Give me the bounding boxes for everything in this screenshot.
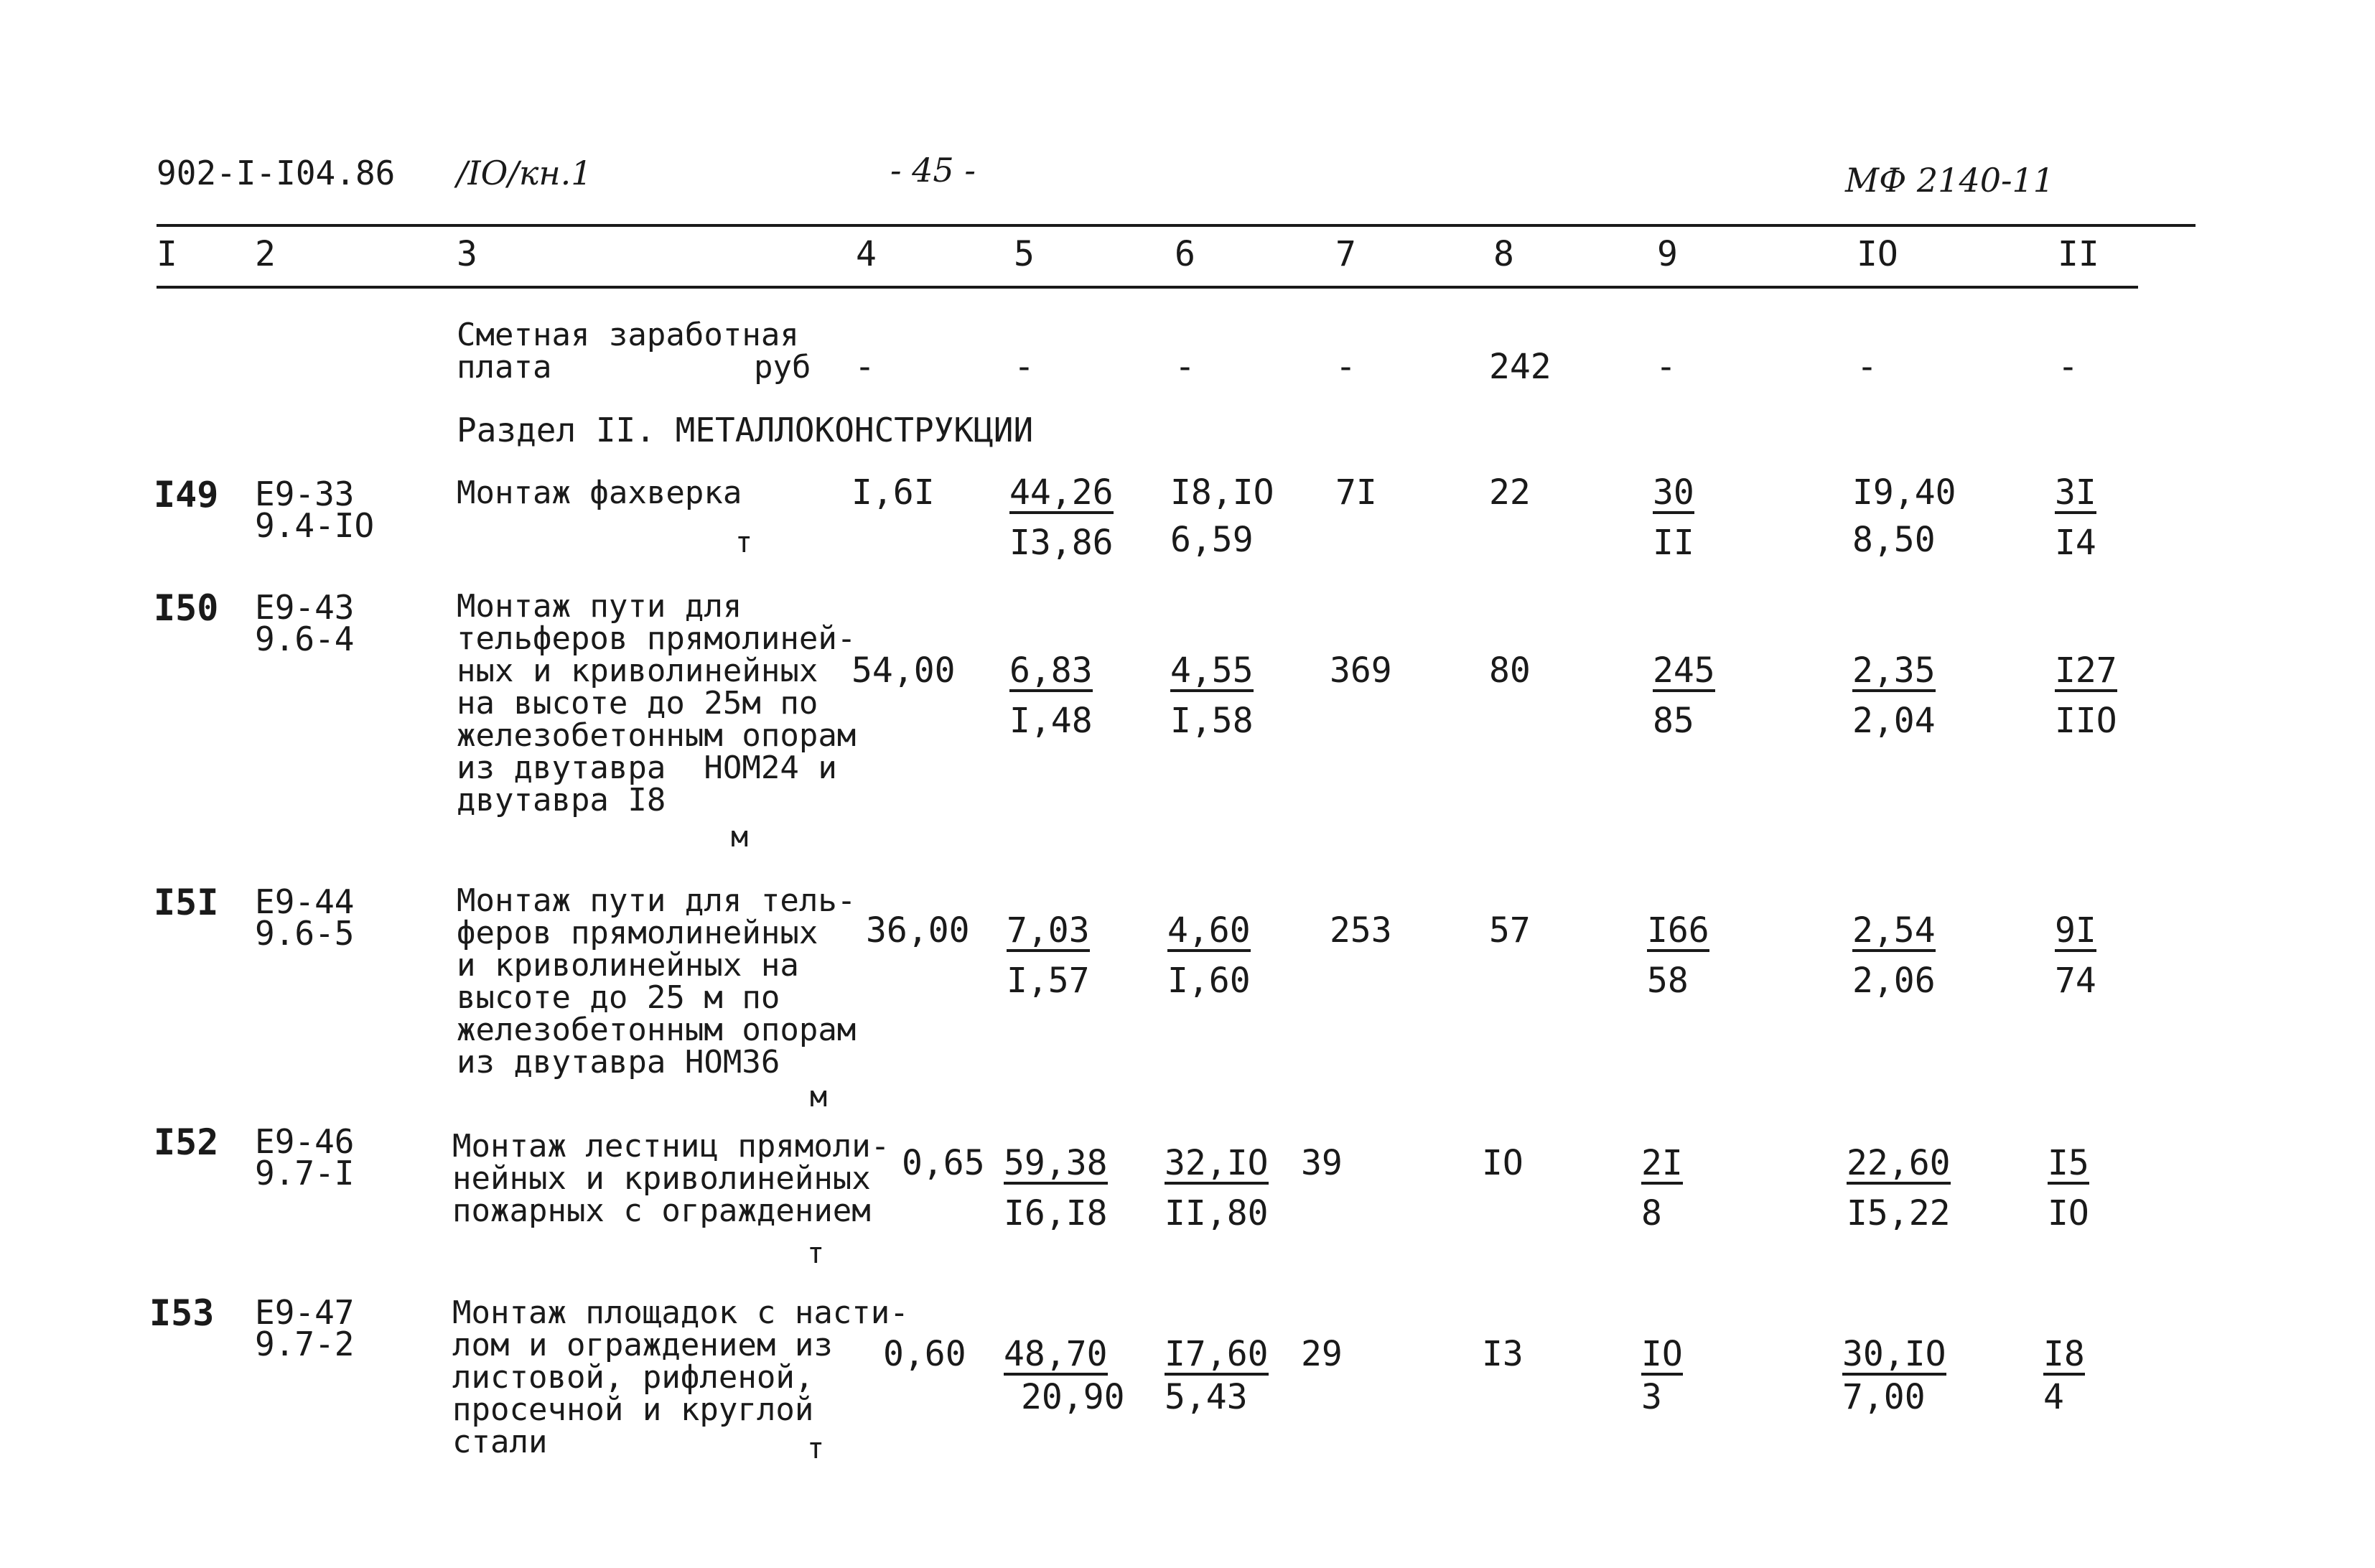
norm-code: Е9-43 bbox=[255, 588, 355, 627]
norm-subcode: 9.7-I bbox=[255, 1154, 355, 1193]
work-description: Монтаж фахверка bbox=[457, 475, 742, 511]
wage-unit: руб bbox=[754, 349, 811, 386]
stamp-number: МФ 2140-11 bbox=[1845, 161, 2055, 200]
value-bottom: I4 bbox=[2055, 523, 2096, 563]
value-top: 44,26 bbox=[1009, 472, 1114, 513]
value-bottom: I5,22 bbox=[1847, 1193, 1951, 1233]
value-col8: IO bbox=[1482, 1143, 1524, 1183]
unit-of-measure: т bbox=[807, 1432, 825, 1465]
norm-subcode: 9.4-IO bbox=[255, 506, 375, 545]
norm-subcode: 9.6-5 bbox=[255, 914, 355, 953]
value-top: 48,70 bbox=[1004, 1334, 1108, 1374]
value-col7: 7I bbox=[1335, 472, 1377, 513]
row-number: I52 bbox=[154, 1121, 219, 1163]
value-top: 22,60 bbox=[1847, 1143, 1951, 1183]
cost-pair-col6 bbox=[1167, 910, 1251, 1001]
cost-pair-col5 bbox=[1004, 1143, 1108, 1233]
wage-c6: - bbox=[1175, 347, 1195, 387]
wage-c9: - bbox=[1656, 347, 1676, 387]
value-bottom: IIO bbox=[2055, 701, 2117, 741]
value-top: I66 bbox=[1647, 910, 1709, 951]
value-col8: 57 bbox=[1489, 910, 1531, 951]
work-description: Монтаж площадок с насти- лом и ограждением из листовой, рифленой, просечной и круглой стали bbox=[452, 1294, 909, 1460]
value-bottom: 74 bbox=[2055, 961, 2096, 1001]
value-top: 2I bbox=[1641, 1143, 1683, 1183]
quantity: 0,65 bbox=[902, 1143, 985, 1183]
value-bottom: 58 bbox=[1647, 961, 1689, 1001]
col-num-1: I bbox=[157, 234, 177, 274]
value-top: I9,40 bbox=[1852, 472, 1956, 513]
col-num-7: 7 bbox=[1335, 234, 1356, 274]
col-num-11: II bbox=[2058, 234, 2099, 274]
value-bottom: IO bbox=[2048, 1193, 2089, 1233]
value-top: 2,54 bbox=[1852, 910, 1936, 951]
value-top: 30,IO bbox=[1842, 1334, 1946, 1374]
value-col8: 22 bbox=[1489, 472, 1531, 513]
value-bottom: 7,00 bbox=[1842, 1377, 1926, 1417]
row-number: I50 bbox=[154, 587, 219, 629]
wage-c5: - bbox=[1014, 347, 1035, 387]
quantity: 54,00 bbox=[851, 650, 956, 691]
unit-of-measure: м bbox=[810, 1081, 828, 1114]
value-bottom: 4 bbox=[2043, 1377, 2064, 1417]
row-number: I53 bbox=[149, 1292, 215, 1334]
wage-c8: 242 bbox=[1489, 347, 1552, 387]
value-top: 9I bbox=[2055, 910, 2096, 951]
wage-c11: - bbox=[2058, 347, 2078, 387]
value-col7: 369 bbox=[1330, 650, 1392, 691]
value-top: I7,60 bbox=[1165, 1334, 1269, 1374]
work-description: Монтаж пути для тельферов прямолиней- ных и криволинейных на высоте до 25м по железобетонным опорам из двутавра НОМ24 и двутавра I8 bbox=[457, 588, 857, 818]
value-top: 32,IO bbox=[1165, 1143, 1269, 1183]
cost-pair-col9 bbox=[1653, 472, 1694, 563]
col-num-9: 9 bbox=[1657, 234, 1678, 274]
cost-pair-col10 bbox=[1842, 1334, 1946, 1417]
row-number: I49 bbox=[154, 474, 219, 515]
value-bottom: I,48 bbox=[1009, 701, 1093, 741]
value-bottom: II,80 bbox=[1165, 1193, 1269, 1233]
value-top: 4,55 bbox=[1170, 650, 1254, 691]
value-col8: 80 bbox=[1489, 650, 1531, 691]
cost-pair-col5 bbox=[1007, 910, 1090, 1001]
header-rule-bottom bbox=[157, 286, 2138, 289]
cost-pair-col10 bbox=[1852, 650, 1936, 741]
value-top: 3I bbox=[2055, 472, 2096, 513]
norm-code: Е9-33 bbox=[255, 475, 355, 513]
value-bottom: 85 bbox=[1653, 701, 1694, 741]
value-top: 245 bbox=[1653, 650, 1715, 691]
value-top: 30 bbox=[1653, 472, 1694, 513]
col-num-6: 6 bbox=[1175, 234, 1195, 274]
col-num-5: 5 bbox=[1014, 234, 1035, 274]
cost-pair-col9 bbox=[1647, 910, 1709, 1001]
wage-label-line1: Сметная заработная bbox=[457, 317, 799, 353]
work-description: Монтаж пути для тель- феров прямолинейных и криволинейных на высоте до 25 м по железобетонным опорам из двутавра НОМ36 bbox=[457, 882, 857, 1081]
value-top: 7,03 bbox=[1007, 910, 1090, 951]
cost-pair-col10 bbox=[1847, 1143, 1951, 1233]
cost-pair-col6 bbox=[1170, 472, 1274, 560]
cost-pair-col11 bbox=[2055, 650, 2117, 741]
cost-pair-col5 bbox=[1009, 650, 1093, 741]
value-top: 2,35 bbox=[1852, 650, 1936, 691]
value-bottom: I,60 bbox=[1167, 961, 1251, 1001]
cost-pair-col10 bbox=[1852, 910, 1936, 1001]
header-rule-top bbox=[157, 224, 2196, 227]
wage-label-line2: плата bbox=[457, 349, 552, 386]
value-top: I8,IO bbox=[1170, 472, 1274, 513]
unit-of-measure: м bbox=[731, 821, 749, 854]
volume-label: /IO/кн.1 bbox=[457, 154, 592, 192]
work-description: Монтаж лестниц прямоли- нейных и криволинейных пожарных с ограждением bbox=[452, 1128, 890, 1229]
value-top: IO bbox=[1641, 1334, 1683, 1374]
value-top: I8 bbox=[2043, 1334, 2085, 1374]
norm-code: Е9-44 bbox=[255, 882, 355, 921]
value-top: I5 bbox=[2048, 1143, 2089, 1183]
value-bottom: I,57 bbox=[1007, 961, 1090, 1001]
quantity: 36,00 bbox=[866, 910, 970, 951]
col-num-4: 4 bbox=[856, 234, 877, 274]
wage-c7: - bbox=[1335, 347, 1356, 387]
cost-pair-col9 bbox=[1653, 650, 1715, 741]
value-bottom: 2,04 bbox=[1852, 701, 1936, 741]
value-col7: 39 bbox=[1301, 1143, 1343, 1183]
norm-subcode: 9.7-2 bbox=[255, 1325, 355, 1363]
col-num-10: IO bbox=[1857, 234, 1898, 274]
cost-pair-col11 bbox=[2055, 472, 2096, 563]
value-bottom: 5,43 bbox=[1165, 1377, 1248, 1417]
cost-pair-col9 bbox=[1641, 1334, 1683, 1417]
value-col7: 29 bbox=[1301, 1334, 1343, 1374]
value-top: I27 bbox=[2055, 650, 2117, 691]
value-bottom: I3,86 bbox=[1009, 523, 1114, 563]
wage-c4: - bbox=[854, 347, 875, 387]
value-bottom: II bbox=[1653, 523, 1694, 563]
norm-subcode: 9.6-4 bbox=[255, 620, 355, 658]
value-top: 6,83 bbox=[1009, 650, 1093, 691]
quantity: I,6I bbox=[851, 472, 935, 513]
cost-pair-col6 bbox=[1170, 650, 1254, 741]
value-bottom: 8,50 bbox=[1852, 520, 1936, 560]
unit-of-measure: т bbox=[807, 1237, 825, 1270]
page-number: - 45 - bbox=[890, 151, 976, 190]
doc-code: 902-I-I04.86 bbox=[157, 154, 396, 192]
section-title: Раздел II. МЕТАЛЛОКОНСТРУКЦИИ bbox=[457, 411, 1034, 449]
cost-pair-col5 bbox=[1004, 1334, 1125, 1417]
cost-pair-col11 bbox=[2055, 910, 2096, 1001]
norm-code: Е9-47 bbox=[255, 1293, 355, 1332]
row-number: I5I bbox=[154, 882, 219, 923]
cost-pair-col6 bbox=[1165, 1334, 1269, 1417]
col-num-8: 8 bbox=[1493, 234, 1514, 274]
col-num-2: 2 bbox=[255, 234, 276, 274]
cost-pair-col6 bbox=[1165, 1143, 1269, 1233]
cost-pair-col10 bbox=[1852, 472, 1956, 560]
value-top: 4,60 bbox=[1167, 910, 1251, 951]
value-bottom: 2,06 bbox=[1852, 961, 1936, 1001]
cost-pair-col11 bbox=[2048, 1143, 2089, 1233]
cost-pair-col9 bbox=[1641, 1143, 1683, 1233]
cost-pair-col5 bbox=[1009, 472, 1114, 563]
quantity: 0,60 bbox=[883, 1334, 966, 1374]
value-bottom: I,58 bbox=[1170, 701, 1254, 741]
value-bottom: 20,90 bbox=[1021, 1377, 1125, 1417]
value-col8: I3 bbox=[1482, 1334, 1524, 1374]
value-top: 59,38 bbox=[1004, 1143, 1108, 1183]
cost-pair-col11 bbox=[2043, 1334, 2085, 1417]
value-bottom: 8 bbox=[1641, 1193, 1662, 1233]
value-bottom: 3 bbox=[1641, 1377, 1662, 1417]
value-col7: 253 bbox=[1330, 910, 1392, 951]
value-bottom: I6,I8 bbox=[1004, 1193, 1108, 1233]
col-num-3: 3 bbox=[457, 234, 477, 274]
unit-of-measure: т bbox=[735, 526, 753, 559]
wage-c10: - bbox=[1857, 347, 1877, 387]
norm-code: Е9-46 bbox=[255, 1122, 355, 1161]
value-bottom: 6,59 bbox=[1170, 520, 1254, 560]
